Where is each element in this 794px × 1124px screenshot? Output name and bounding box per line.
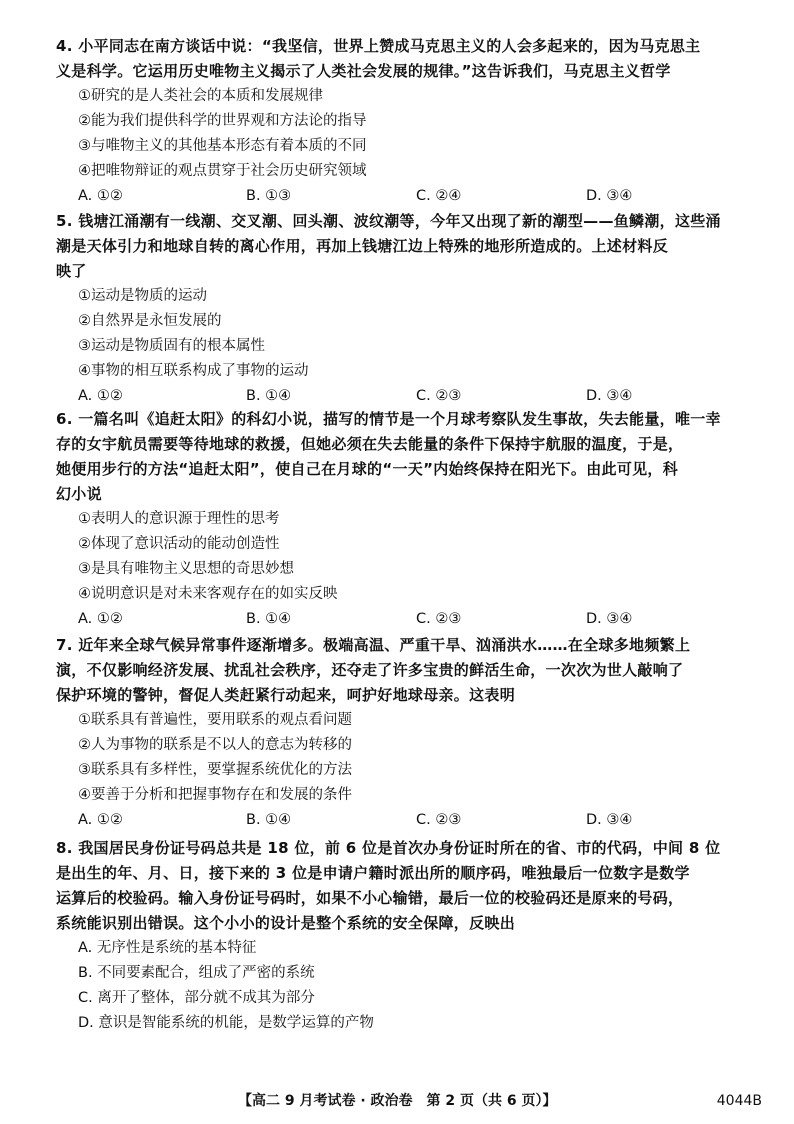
q8-stem-line-2: 是出生的年、月、日，接下来的 3 位是申请户籍时派出所的顺序码，唯独最后一位数字是数学 — [56, 864, 690, 882]
question-7 — [56, 633, 756, 833]
q6-option-2: ②体现了意识活动的能动创造性 — [78, 536, 280, 552]
q6-stem-line-1: 6. 一篇名叫《追赶太阳》的科幻小说，描写的情节是一个月球考察队发生事故，失去能量，唯一幸 — [56, 410, 721, 428]
question-5 — [56, 209, 756, 409]
q4-option-1: ①研究的是人类社会的本质和发展规律 — [78, 88, 323, 104]
q7-option-4: ④要善于分析和把握事物存在和发展的条件 — [78, 787, 352, 803]
q7-stem-line-2: 演，不仅影响经济发展、扰乱社会秩序，还夺走了许多宝贵的鲜活生命，一次次为世人敲响了 — [56, 661, 684, 679]
q4-option-3: ③与唯物主义的其他基本形态有着本质的不同 — [78, 138, 367, 154]
q4-option-2: ②能为我们提供科学的世界观和方法论的指导 — [78, 113, 367, 129]
q4-choice-c: C. ②④ — [416, 188, 462, 204]
q4-choice-b: B. ①③ — [246, 188, 292, 204]
q4-option-4: ④把唯物辩证的观点贯穿于社会历史研究领域 — [78, 163, 367, 179]
q5-choice-d: D. ③④ — [586, 388, 633, 404]
footer-code: 4044B — [716, 1093, 762, 1109]
q6-option-3: ③是具有唯物主义思想的奇思妙想 — [78, 561, 294, 577]
q5-choice-b: B. ①④ — [246, 388, 292, 404]
q7-option-3: ③联系具有多样性，要掌握系统优化的方法 — [78, 762, 352, 778]
q6-choice-c: C. ②③ — [416, 611, 462, 627]
q6-choice-d: D. ③④ — [586, 611, 633, 627]
q6-choices — [56, 607, 756, 632]
q7-choice-b: B. ①④ — [246, 812, 292, 828]
q8-stem-line-1: 8. 我国居民身份证号码总共是 18 位，前 6 位是首次办身份证时所在的省、市的代码，中间 8 位 — [56, 839, 721, 857]
q8-option-b: B. 不同要素配合，组成了严密的系统 — [78, 965, 315, 981]
q8-stem-line-3: 运算后的校验码。输入身份证号码时，如果不小心输错，最后一位的校验码还是原来的号码， — [56, 889, 684, 907]
q5-option-4: ④事物的相互联系构成了事物的运动 — [78, 363, 309, 379]
q5-option-1: ①运动是物质的运动 — [78, 288, 207, 304]
q5-choice-a: A. ①② — [78, 388, 123, 404]
q5-option-2: ②自然界是永恒发展的 — [78, 313, 222, 329]
q4-choice-d: D. ③④ — [586, 188, 633, 204]
q6-choice-a: A. ①② — [78, 611, 123, 627]
q8-option-a: A. 无序性是系统的基本特征 — [78, 940, 257, 956]
question-4 — [56, 34, 756, 209]
q7-stem-line-1: 7. 近年来全球气候异常事件逐渐增多。极端高温、严重干旱、汹涌洪水……在全球多地频繁上 — [56, 636, 691, 654]
q4-choices — [56, 184, 756, 209]
q7-stem-line-3: 保护环境的警钟，督促人类赶紧行动起来，呵护好地球母亲。这表明 — [56, 686, 516, 704]
q4-choice-a: A. ①② — [78, 188, 123, 204]
q7-choice-d: D. ③④ — [586, 812, 633, 828]
q7-choice-c: C. ②③ — [416, 812, 462, 828]
q7-option-2: ②人为事物的联系是不以人的意志为转移的 — [78, 737, 352, 753]
q5-option-3: ③运动是物质固有的根本属性 — [78, 338, 265, 354]
q5-stem-line-2: 潮是天体引力和地球自转的离心作用，再加上钱塘江边上特殊的地形所造成的。上述材料反 — [56, 237, 669, 255]
q4-stem-line-2: 义是科学。它运用历史唯物主义揭示了人类社会发展的规律。”这告诉我们，马克思主义哲学 — [56, 62, 671, 80]
q8-option-d: D. 意识是智能系统的机能，是数学运算的产物 — [78, 1015, 374, 1031]
q6-option-1: ①表明人的意识源于理性的思考 — [78, 511, 280, 527]
q5-choices — [56, 384, 756, 409]
q5-stem-line-1: 5. 钱塘江涌潮有一线潮、交叉潮、回头潮、波纹潮等，今年又出现了新的潮型——鱼鳞潮，这些涌 — [56, 212, 721, 230]
q7-choice-a: A. ①② — [78, 812, 123, 828]
q6-stem-line-3: 她便用步行的方法“追赶太阳”，使自己在月球的“一天”内始终保持在阳光下。由此可见，科 — [56, 460, 679, 478]
q6-choice-b: B. ①④ — [246, 611, 292, 627]
question-6 — [56, 407, 756, 632]
q6-option-4: ④说明意识是对未来客观存在的如实反映 — [78, 586, 338, 602]
footer-title: 【高二 9 月考试卷 · 政治卷 第 2 页（共 6 页）】 — [238, 1093, 557, 1109]
q7-option-1: ①联系具有普遍性，要用联系的观点看问题 — [78, 712, 352, 728]
q5-choice-c: C. ②③ — [416, 388, 462, 404]
q8-stem-line-4: 系统能识别出错误。这个小小的设计是整个系统的安全保障，反映出 — [56, 914, 516, 932]
page-footer — [0, 1088, 794, 1114]
q4-stem-line-1: 4. 小平同志在南方谈话中说：“我坚信，世界上赞成马克思主义的人会多起来的，因为马克思主 — [56, 37, 701, 55]
q6-stem-line-2: 存的女宇航员需要等待地球的救援，但她必须在失去能量的条件下保持宇航服的温度，于是， — [56, 435, 684, 453]
q5-stem-line-3: 映了 — [56, 262, 87, 280]
question-8 — [56, 836, 756, 1036]
q7-choices — [56, 808, 756, 833]
q6-stem-line-4: 幻小说 — [56, 485, 102, 503]
q8-option-c: C. 离开了整体，部分就不成其为部分 — [78, 990, 315, 1006]
